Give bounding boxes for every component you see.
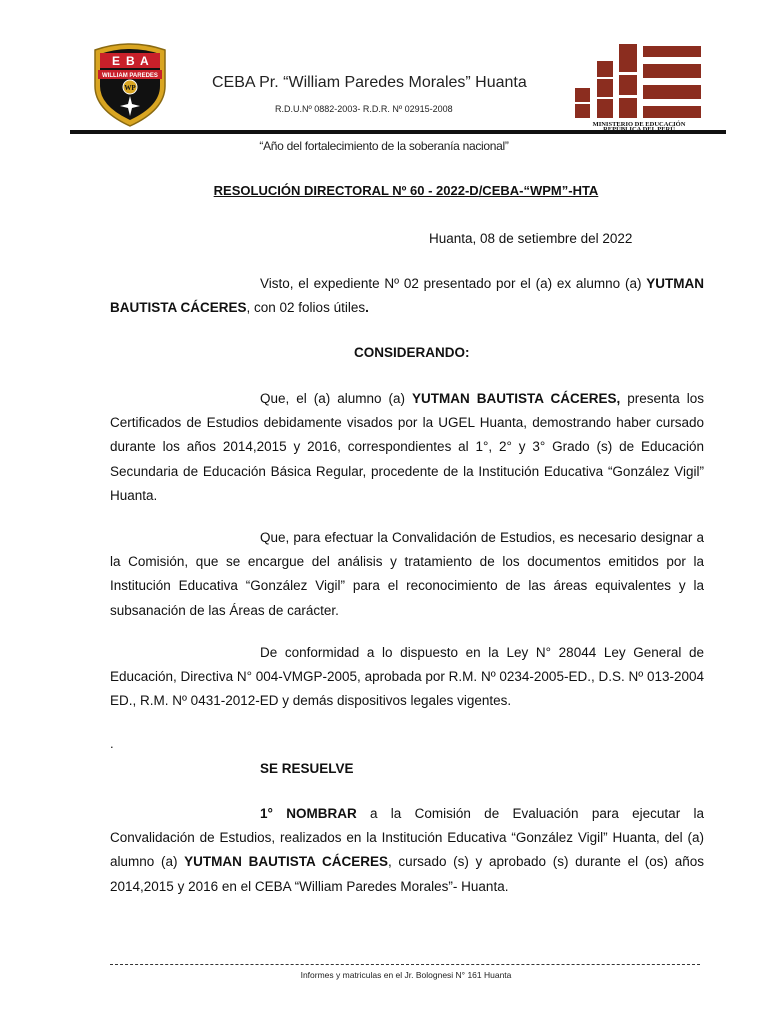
considerando1-text-1: Que, el (a) alumno (a) [260, 391, 412, 406]
stray-dot: . [110, 736, 114, 751]
footer-text: Informes y matriculas en el Jr. Bolognesi N° 161 Huanta [300, 970, 512, 980]
header-divider [70, 130, 726, 134]
considerando-paragraph-2 [110, 526, 704, 623]
year-motto: “Año del fortalecimiento de la soberanía nacional” [259, 139, 509, 153]
registration-number: R.D.U.Nº 0882-2003- R.D.R. Nº 02915-2008 [275, 104, 453, 114]
ministerio-educacion-logo [573, 44, 705, 130]
student-name: YUTMAN BAUTISTA CÁCERES [184, 854, 388, 870]
logo-letter-e: E [112, 54, 121, 68]
visto-text-2: , con 02 folios útiles [246, 300, 366, 316]
school-name: CEBA Pr. “William Paredes Morales” Huanta [212, 74, 527, 91]
resolution-title: RESOLUCIÓN DIRECTORAL Nº 60 - 2022-D/CEBA-“WPM”-HTA [213, 183, 599, 198]
logo-monogram: WP [124, 84, 136, 92]
resuelve1-ordinal: 1° NOMBRAR [260, 806, 357, 821]
student-name: YUTMAN BAUTISTA CÁCERES [110, 276, 704, 316]
resuelve1-text-1: a la Comisión de Evaluación para ejecutar la Convalidación de Estudios, realizados en la Institución Educativa “González Vigil” Huanta, del (a) alumno (a) [110, 806, 704, 870]
logo-letter-a: A [140, 54, 149, 68]
considerando-paragraph-1 [110, 387, 704, 508]
visto-text-1: Visto, el expediente Nº 02 presentado por el (a) ex alumno (a) [260, 276, 642, 291]
considerando-paragraph-3 [110, 641, 704, 714]
student-name: YUTMAN BAUTISTA CÁCERES, [412, 391, 621, 406]
resuelve-heading: SE RESUELVE [260, 761, 354, 776]
considerando-heading: CONSIDERANDO: [354, 345, 470, 360]
considerando3-text: De conformidad a lo dispuesto en la Ley N° 28044 Ley General de Educación, Directiva N° 004-VMGP-2005, aprobada por R.M. Nº 0234-2005-ED., D.S. Nº 013-2004 ED., R.M. Nº 0431-2012-ED y demás dispositivos legales vigentes. [110, 645, 704, 709]
visto-text-3: . [365, 300, 369, 316]
ministerio-line1: MINISTERIO DE EDUCACIÓN [592, 121, 686, 128]
logo-banner-text: WILLIAM PAREDES [102, 73, 158, 79]
ceba-shield-logo [92, 42, 168, 128]
document-date: Huanta, 08 de setiembre del 2022 [429, 231, 633, 246]
considerando1-text-2: presenta los Certificados de Estudios debidamente visados por la UGEL Huanta, demostrando haber cursado durante los años 2014,2015 y 2016, correspondientes al 1°, 2° y 3° Grado (s) de Educación Secundaria de Educación Básica Regular, procedente de la Institución Educativa “González Vigil” Huanta. [110, 391, 705, 503]
resuelve-paragraph-1 [110, 802, 704, 899]
logo-letter-b: B [126, 54, 135, 68]
visto-paragraph [110, 272, 704, 320]
resuelve1-text-2: , cursado (s) y aprobado (s) durante el (os) años 2014,2015 y 2016 en el CEBA “William Paredes Morales”- Huanta. [110, 854, 704, 894]
considerando2-text: Que, para efectuar la Convalidación de Estudios, es necesario designar a la Comisión, que se encargue del análisis y tratamiento de los documentos emitidos por la Institución Educativa “González Vigil” para el reconocimiento de las áreas equivalentes y la subsanación de las Áreas de carácter. [110, 530, 704, 618]
footer-divider [110, 964, 700, 965]
